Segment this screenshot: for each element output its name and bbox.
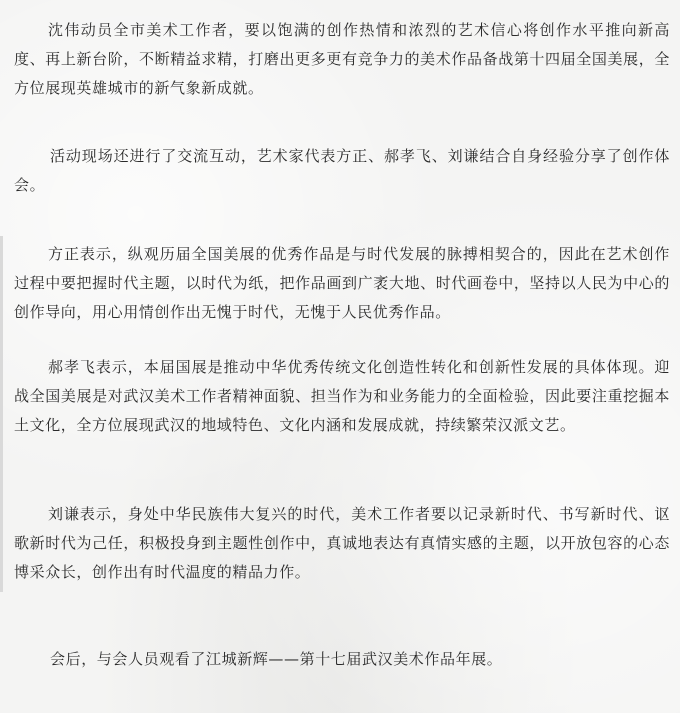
paragraph-closing: 会后，与会人员观看了江城新辉——第十七届武汉美术作品年展。 [50,650,503,668]
quote-hao-xiaofei: 郝孝飞表示，本届国展是推动中华优秀传统文化创造性转化和创新性发展的具体体现。迎战全国美展是对武汉美术工作者精神面貌、担当作为和业务能力的全面检验，因此要注重挖掘本土文化，全方位展现武汉的地域特色、文化内涵和发展成就，持续繁荣汉派文艺。 [14,358,670,434]
quote-liu-qian: 刘谦表示，身处中华民族伟大复兴的时代，美术工作者要以记录新时代、书写新时代、讴歌新时代为己任，积极投身到主题性创作中，真诚地表达有真情实感的主题，以开放包容的心态博采众长，创作出有时代温度的精品力作。 [14,505,670,581]
quote-left-border [0,236,3,592]
paragraph-mobilization: 沈伟动员全市美术工作者，要以饱满的创作热情和浓烈的艺术信心将创作水平推向新高度、再上新台阶，不断精益求精，打磨出更多更有竞争力的美术作品备战第十四届全国美展，全方位展现英雄城市的新气象新成就。 [14,21,670,97]
paragraph-interaction: 活动现场还进行了交流互动，艺术家代表方正、郝孝飞、刘谦结合自身经验分享了创作体会。 [14,147,670,194]
quote-fang-zheng: 方正表示，纵观历届全国美展的优秀作品是与时代发展的脉搏相契合的，因此在艺术创作过程中要把握时代主题，以时代为纸，把作品画到广袤大地、时代画卷中，坚持以人民为中心的创作导向，用心用情创作出无愧于时代，无愧于人民优秀作品。 [14,245,670,321]
